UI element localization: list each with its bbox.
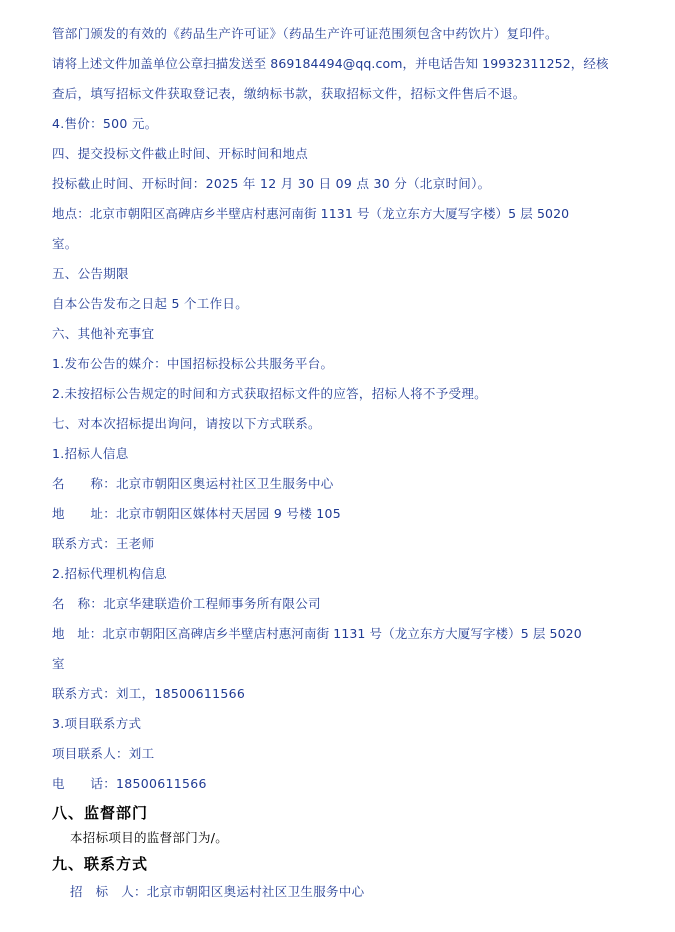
text-line: 名 称：北京华建联造价工程师事务所有限公司 xyxy=(52,596,321,611)
section-heading-9: 九、联系方式 xyxy=(52,855,149,873)
text-line: 室 xyxy=(52,656,65,671)
text-line: 招 标 人：北京市朝阳区奥运村社区卫生服务中心 xyxy=(70,884,365,899)
section-heading-8: 八、监督部门 xyxy=(52,804,149,822)
section-heading-4: 四、提交投标文件截止时间、开标时间和地点 xyxy=(52,146,309,161)
text-line: 请将上述文件加盖单位公章扫描发送至 869184494@qq.com，并电话告知 19932311252，经核 xyxy=(52,56,609,71)
text-line: 地 址：北京市朝阳区高碑店乡半壁店村惠河南街 1131 号（龙立东方大厦写字楼）5 层 5020 xyxy=(52,626,582,641)
text-line: 项目联系人：刘工 xyxy=(52,746,155,761)
text-line: 投标截止时间、开标时间：2025 年 12 月 30 日 09 点 30 分（北京时间）。 xyxy=(52,176,491,191)
text-line: 2.未按招标公告规定的时间和方式获取招标文件的应答，招标人将不予受理。 xyxy=(52,386,487,401)
text-line: 4.售价：500 元。 xyxy=(52,116,158,131)
text-line: 自本公告发布之日起 5 个工作日。 xyxy=(52,296,249,311)
text-line: 联系方式：王老师 xyxy=(52,536,155,551)
text-line: 联系方式：刘工，18500611566 xyxy=(52,686,246,701)
text-line: 3.项目联系方式 xyxy=(52,716,142,731)
text-line: 名 称：北京市朝阳区奥运村社区卫生服务中心 xyxy=(52,476,334,491)
text-line: 本招标项目的监督部门为/。 xyxy=(70,830,229,845)
text-line: 管部门颁发的有效的《药品生产许可证》（药品生产许可证范围须包含中药饮片）复印件。 xyxy=(52,26,558,41)
text-line: 1.招标人信息 xyxy=(52,446,129,461)
text-line: 地 址：北京市朝阳区媒体村天居园 9 号楼 105 xyxy=(52,506,342,521)
section-heading-6: 六、其他补充事宜 xyxy=(52,326,155,341)
text-line: 室。 xyxy=(52,236,78,251)
section-heading-5: 五、公告期限 xyxy=(52,266,129,281)
section-heading-7: 七、对本次招标提出询问，请按以下方式联系。 xyxy=(52,416,321,431)
text-line: 查后，填写招标文件获取登记表，缴纳标书款，获取招标文件，招标文件售后不退。 xyxy=(52,86,526,101)
text-line: 2.招标代理机构信息 xyxy=(52,566,167,581)
text-line: 地点：北京市朝阳区高碑店乡半壁店村惠河南街 1131 号（龙立东方大厦写字楼）5 层 5020 xyxy=(52,206,570,221)
text-line: 电 话：18500611566 xyxy=(52,776,207,791)
text-line: 1.发布公告的媒介：中国招标投标公共服务平台。 xyxy=(52,356,334,371)
